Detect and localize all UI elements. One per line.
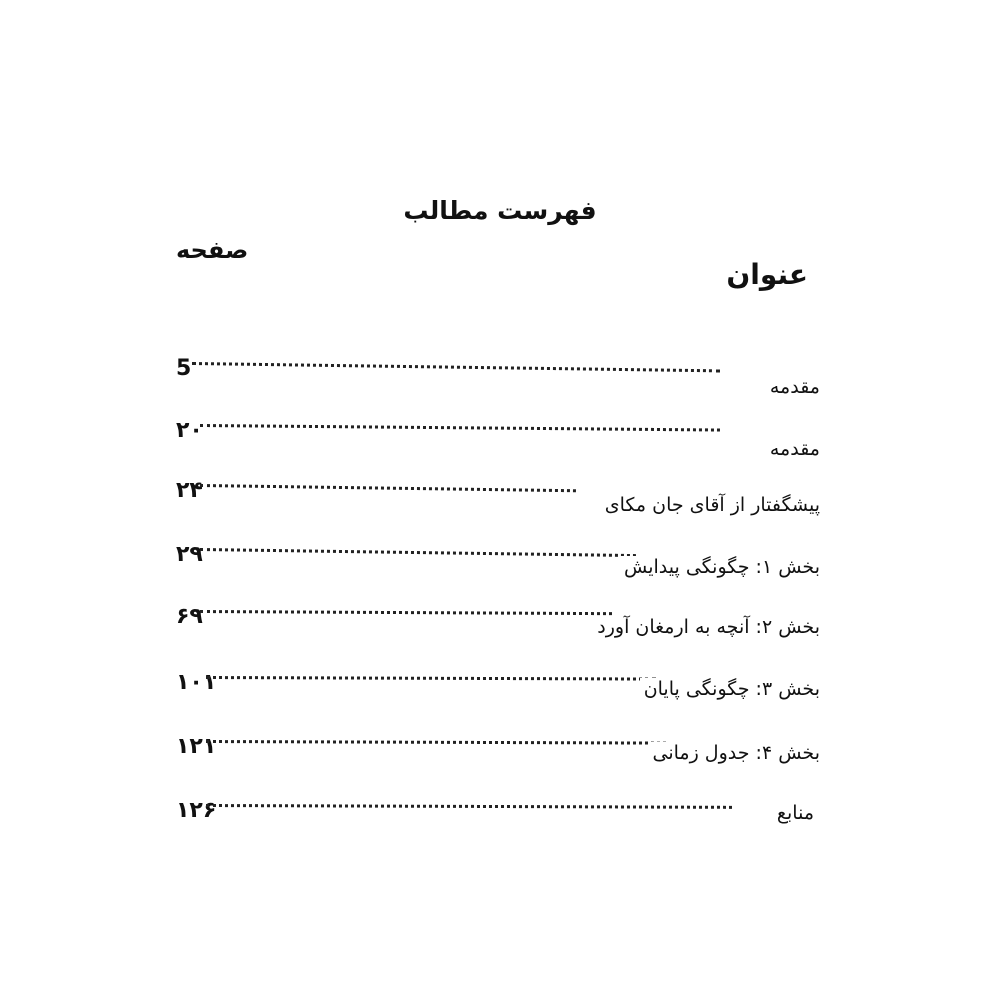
toc-entry-page: ۲۹ bbox=[176, 542, 207, 567]
toc-entry-title: مقدمه bbox=[766, 438, 820, 460]
toc-entry-title: منابع bbox=[773, 802, 814, 824]
toc-entry bbox=[0, 734, 1000, 794]
toc-entry bbox=[0, 604, 1000, 664]
dot-leader bbox=[200, 548, 636, 557]
toc-entry-page: ۶۹ bbox=[176, 604, 207, 629]
toc-entry bbox=[0, 356, 1000, 416]
toc-entry-page: ۲۰ bbox=[176, 418, 207, 443]
dot-leader bbox=[206, 676, 656, 681]
toc-entry-page: ۱۰۱ bbox=[176, 670, 220, 695]
toc-entry-page: ۱۲۶ bbox=[176, 798, 220, 823]
title-column-heading: عنوان bbox=[726, 258, 808, 291]
toc-entry-page: 5 bbox=[176, 356, 195, 381]
toc-entry bbox=[0, 542, 1000, 602]
dot-leader bbox=[200, 424, 720, 432]
toc-entry-page: ۲۴ bbox=[176, 478, 207, 503]
toc-entry bbox=[0, 670, 1000, 730]
toc-entry-title: بخش ۲: آنچه به ارمغان آورد bbox=[593, 616, 820, 638]
toc-entry-page: ۱۲۱ bbox=[176, 734, 220, 759]
toc-entry bbox=[0, 798, 1000, 858]
toc-entry bbox=[0, 478, 1000, 538]
toc-entry-title: مقدمه bbox=[766, 376, 820, 398]
toc-entry-title: بخش ۳: چگونگی پایان bbox=[640, 678, 820, 700]
toc-entry-title: بخش ۴: جدول زمانی bbox=[649, 742, 821, 764]
page-column-heading: صفحه bbox=[176, 236, 249, 264]
toc-entry-title: پیشگفتار از آقای جان مکای bbox=[601, 494, 820, 516]
dot-leader bbox=[200, 484, 576, 492]
dot-leader bbox=[206, 804, 732, 809]
toc-entry-title: بخش ۱: چگونگی پیدایش bbox=[620, 556, 820, 578]
page-title: فهرست مطالب bbox=[403, 196, 597, 225]
toc-entry bbox=[0, 418, 1000, 478]
dot-leader bbox=[192, 362, 720, 372]
dot-leader bbox=[206, 740, 666, 745]
dot-leader bbox=[200, 610, 612, 615]
